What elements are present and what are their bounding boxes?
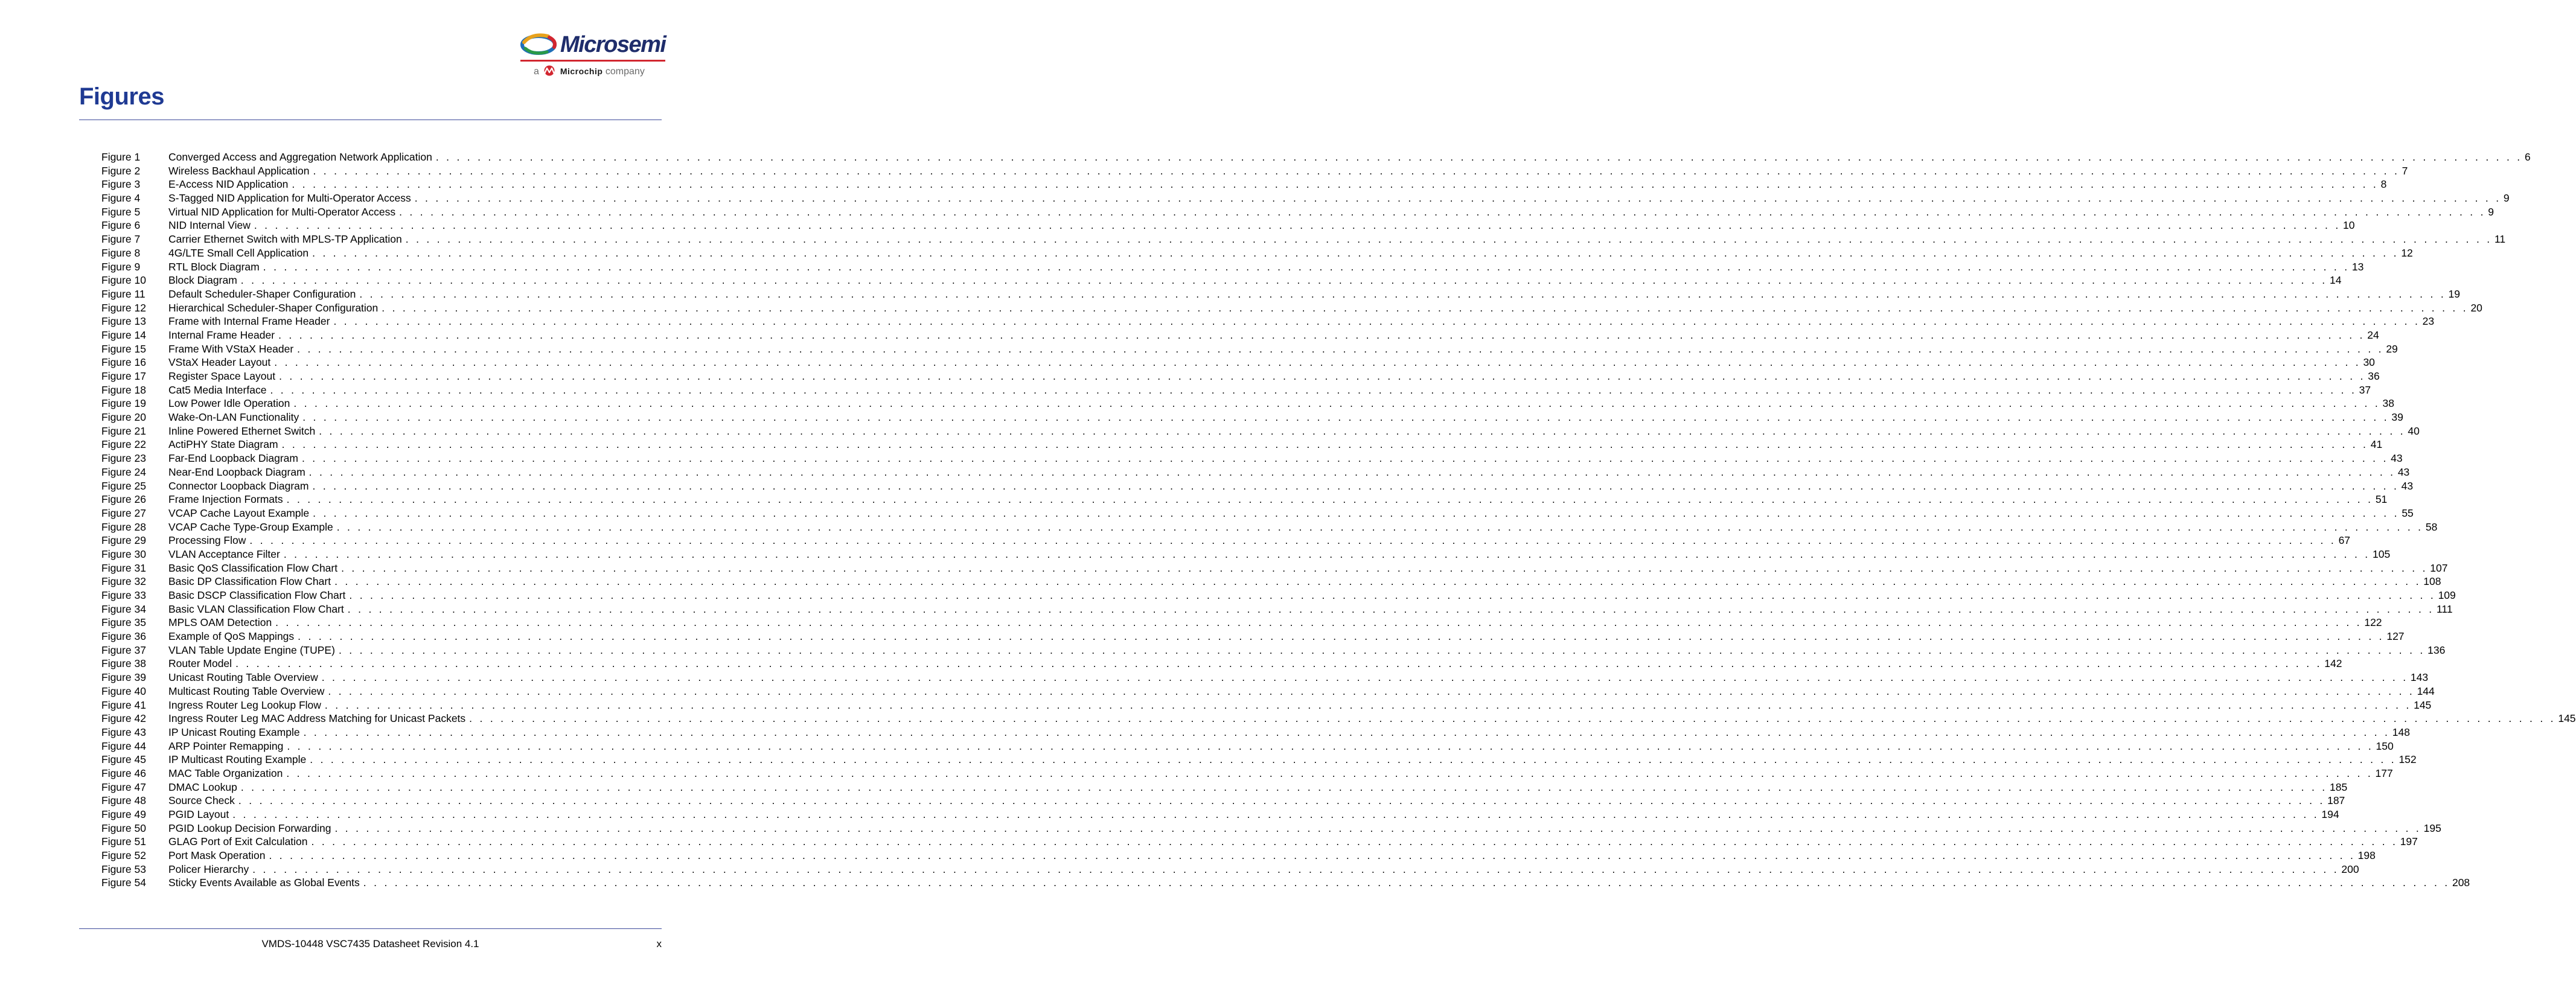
figure-title[interactable]: MAC Table Organization <box>168 767 283 779</box>
figure-title[interactable]: Virtual NID Application for Multi-Operator Access <box>168 205 396 218</box>
figure-entry[interactable] <box>101 205 2494 219</box>
dot-leader: . . . . . . . . . . . . . . . . . . . . . . . . . . . . . . . . . . . . . . . . . . . . . . . . . . . . . . . . . . . . . . . . . . . . . . . . . . . . . . . . . . . . . . . . . . . . . . . . . . . . . . . . . . . . . . . . . . . . . . . . . . . . . . . . . . . . . . . . . . . . . . . . . . . . . . . . . . . . . . . . . . . . . . . . . . . . . . . . . . . . . . . . . . . . . . . . . . . . . . . . <box>321 671 2408 684</box>
figure-number: Figure 43 <box>101 726 146 738</box>
figure-title[interactable]: E-Access NID Application <box>168 178 289 191</box>
figure-number: Figure 26 <box>101 493 146 506</box>
figure-number: Figure 21 <box>101 424 146 437</box>
tagline-company: Microchip <box>560 66 603 76</box>
figure-number: Figure 23 <box>101 452 146 465</box>
figure-page-number[interactable]: 145 <box>2558 712 2576 725</box>
figure-number: Figure 32 <box>101 575 146 588</box>
figure-title[interactable]: RTL Block Diagram <box>168 260 260 273</box>
figure-title[interactable]: Cat5 Media Interface <box>168 383 267 396</box>
figure-page-number[interactable]: 111 <box>2436 602 2453 615</box>
dot-leader: . . . . . . . . . . . . . . . . . . . . . . . . . . . . . . . . . . . . . . . . . . . . . . . . . . . . . . . . . . . . . . . . . . . . . . . . . . . . . . . . . . . . . . . . . . . . . . . . . . . . . . . . . . . . . . . . . . . . . . . . . . . . . . . . . . . . . . . . . . . . . . . . . . . . . . . . . . . . . . . . . . . . . . . . . . . . . . . . . . . . . . . . . . . . . . . . . . . . . . . . <box>347 602 2434 615</box>
figure-entry[interactable] <box>101 438 2383 452</box>
figure-entry[interactable] <box>101 301 2482 315</box>
figure-number: Figure 38 <box>101 657 146 670</box>
figure-entry[interactable] <box>101 493 2388 506</box>
figure-title[interactable]: Basic VLAN Classification Flow Chart <box>168 602 344 615</box>
figure-page-number[interactable]: 144 <box>2417 685 2435 697</box>
figure-entry[interactable] <box>101 397 2395 410</box>
figure-page-number[interactable]: 38 <box>2382 397 2395 410</box>
figure-entry[interactable] <box>101 273 2342 287</box>
figure-page-number[interactable]: 194 <box>2321 808 2339 820</box>
figure-entry[interactable] <box>101 698 2432 712</box>
figure-number: Figure 47 <box>101 781 146 793</box>
figure-page-number[interactable]: 36 <box>2368 370 2380 382</box>
figure-number: Figure 17 <box>101 370 146 382</box>
figure-page-number[interactable]: 30 <box>2363 356 2375 369</box>
figure-number: Figure 3 <box>101 178 141 191</box>
figure-title[interactable]: Wake-On-LAN Functionality <box>168 411 299 424</box>
figure-page-number[interactable]: 51 <box>2375 493 2388 506</box>
figure-entry[interactable] <box>101 356 2375 369</box>
figure-number: Figure 14 <box>101 328 146 341</box>
figure-title[interactable]: Basic DSCP Classification Flow Chart <box>168 589 346 601</box>
figure-number: Figure 22 <box>101 438 146 451</box>
dot-leader: . . . . . . . . . . . . . . . . . . . . . . . . . . . . . . . . . . . . . . . . . . . . . . . . . . . . . . . . . . . . . . . . . . . . . . . . . . . . . . . . . . . . . . . . . . . . . . . . . . . . . . . . . . . . . . . . . . . . . . . . . . . . . . . . . . . . . . . . . . . . . . . . . . . . . . . . . . . . . . . . . . . . . . . . . . . . . . . . . . . . . . . . . . . . . . . . . . . . . . . . <box>254 219 2341 232</box>
figure-entry[interactable] <box>101 726 2410 739</box>
figure-title[interactable]: Multicast Routing Table Overview <box>168 685 325 697</box>
figure-number: Figure 12 <box>101 301 146 314</box>
figure-page-number[interactable]: 152 <box>2399 753 2417 766</box>
figure-number: Figure 9 <box>101 260 141 273</box>
dot-leader: . . . . . . . . . . . . . . . . . . . . . . . . . . . . . . . . . . . . . . . . . . . . . . . . . . . . . . . . . . . . . . . . . . . . . . . . . . . . . . . . . . . . . . . . . . . . . . . . . . . . . . . . . . . . . . . . . . . . . . . . . . . . . . . . . . . . . . . . . . . . . . . . . . . . . . . . . . . . . . . . . . . . . . . . . . . . . . . . . . . . . . . . . . . . . . . . . . . . . . . . <box>341 561 2428 574</box>
figure-page-number[interactable]: 43 <box>2397 465 2410 478</box>
dot-leader: . . . . . . . . . . . . . . . . . . . . . . . . . . . . . . . . . . . . . . . . . . . . . . . . . . . . . . . . . . . . . . . . . . . . . . . . . . . . . . . . . . . . . . . . . . . . . . . . . . . . . . . . . . . . . . . . . . . . . . . . . . . . . . . . . . . . . . . . . . . . . . . . . . . . . . . . . . . . . . . . . . . . . . . . . . . . . . . . . . . . . . . . . . . . . . . . . . . . . . . . <box>405 233 2492 246</box>
dot-leader: . . . . . . . . . . . . . . . . . . . . . . . . . . . . . . . . . . . . . . . . . . . . . . . . . . . . . . . . . . . . . . . . . . . . . . . . . . . . . . . . . . . . . . . . . . . . . . . . . . . . . . . . . . . . . . . . . . . . . . . . . . . . . . . . . . . . . . . . . . . . . . . . . . . . . . . . . . . . . . . . . . . . . . . . . . . . . . . . . . . . . . . . . . . . . . . . . . . . . . . . <box>286 767 2373 779</box>
figure-page-number[interactable]: 9 <box>2488 205 2494 218</box>
figure-page-number[interactable]: 198 <box>2357 849 2376 862</box>
figure-title[interactable]: Source Check <box>168 794 235 807</box>
figure-title[interactable]: Port Mask Operation <box>168 849 266 862</box>
figure-entry[interactable] <box>101 739 2394 753</box>
figure-entry[interactable] <box>101 589 2456 602</box>
figure-number: Figure 19 <box>101 397 146 410</box>
dot-leader: . . . . . . . . . . . . . . . . . . . . . . . . . . . . . . . . . . . . . . . . . . . . . . . . . . . . . . . . . . . . . . . . . . . . . . . . . . . . . . . . . . . . . . . . . . . . . . . . . . . . . . . . . . . . . . . . . . . . . . . . . . . . . . . . . . . . . . . . . . . . . . . . . . . . . . . . . . . . . . . . . . . . . . . . . . . . . . . . . . . . . . . . . . . . . . . . . . . . . . . . <box>336 520 2423 533</box>
dot-leader: . . . . . . . . . . . . . . . . . . . . . . . . . . . . . . . . . . . . . . . . . . . . . . . . . . . . . . . . . . . . . . . . . . . . . . . . . . . . . . . . . . . . . . . . . . . . . . . . . . . . . . . . . . . . . . . . . . . . . . . . . . . . . . . . . . . . . . . . . . . . . . . . . . . . . . . . . . . . . . . . . . . . . . . . . . . . . . . . . . . . . . . . . . . . . . . . . . . . . . . . <box>324 698 2412 711</box>
figure-number: Figure 24 <box>101 465 146 478</box>
figure-page-number[interactable]: 7 <box>2402 164 2408 177</box>
figure-number: Figure 2 <box>101 164 141 177</box>
figure-page-number[interactable]: 43 <box>2391 452 2403 465</box>
figure-entry[interactable] <box>101 342 2398 356</box>
dot-leader: . . . . . . . . . . . . . . . . . . . . . . . . . . . . . . . . . . . . . . . . . . . . . . . . . . . . . . . . . . . . . . . . . . . . . . . . . . . . . . . . . . . . . . . . . . . . . . . . . . . . . . . . . . . . . . . . . . . . . . . . . . . . . . . . . . . . . . . . . . . . . . . . . . . . . . . . . . . . . . . . . . . . . . . . . . . . . . . . . . . . . . . . . . . . . . . . . . . . . . . . <box>281 438 2368 451</box>
figure-page-number[interactable]: 145 <box>2414 698 2432 711</box>
dot-leader: . . . . . . . . . . . . . . . . . . . . . . . . . . . . . . . . . . . . . . . . . . . . . . . . . . . . . . . . . . . . . . . . . . . . . . . . . . . . . . . . . . . . . . . . . . . . . . . . . . . . . . . . . . . . . . . . . . . . . . . . . . . . . . . . . . . . . . . . . . . . . . . . . . . . . . . . . . . . . . . . . . . . . . . . . . . . . . . . . . . . . . . . . . . . . . . . . . . . . . . . <box>312 479 2399 492</box>
figure-entry[interactable] <box>101 164 2408 178</box>
figure-number: Figure 7 <box>101 233 141 246</box>
figure-number: Figure 46 <box>101 767 146 779</box>
figure-title[interactable]: Policer Hierarchy <box>168 863 249 875</box>
figure-title[interactable]: VCAP Cache Layout Example <box>168 506 310 519</box>
figure-page-number[interactable]: 10 <box>2343 219 2355 232</box>
figure-entry[interactable] <box>101 219 2355 232</box>
dot-leader: . . . . . . . . . . . . . . . . . . . . . . . . . . . . . . . . . . . . . . . . . . . . . . . . . . . . . . . . . . . . . . . . . . . . . . . . . . . . . . . . . . . . . . . . . . . . . . . . . . . . . . . . . . . . . . . . . . . . . . . . . . . . . . . . . . . . . . . . . . . . . . . . . . . . . . . . . . . . . . . . . . . . . . . . . . . . . . . . . . . . . . . . . . . . . . . . . . . . . . . . <box>302 411 2389 424</box>
figure-entry[interactable] <box>101 835 2418 849</box>
figure-entry[interactable] <box>101 232 2506 246</box>
figure-entry[interactable] <box>101 547 2391 561</box>
figure-number: Figure 20 <box>101 411 146 424</box>
figure-number: Figure 40 <box>101 685 146 697</box>
figure-number: Figure 41 <box>101 698 146 711</box>
dot-leader: . . . . . . . . . . . . . . . . . . . . . . . . . . . . . . . . . . . . . . . . . . . . . . . . . . . . . . . . . . . . . . . . . . . . . . . . . . . . . . . . . . . . . . . . . . . . . . . . . . . . . . . . . . . . . . . . . . . . . . . . . . . . . . . . . . . . . . . . . . . . . . . . . . . . . . . . . . . . . . . . . . . . . . . . . . . . . . . . . . . . . . . . . . . . . . . . . . . . . . . . <box>263 260 2350 273</box>
tagline-prefix: a <box>534 66 539 77</box>
figure-entry[interactable] <box>101 616 2382 630</box>
footer-page-number: x <box>656 938 662 950</box>
figure-entry[interactable] <box>101 794 2345 808</box>
figure-title[interactable]: ActiPHY State Diagram <box>168 438 278 451</box>
microchip-logo-icon <box>543 65 556 76</box>
figure-title[interactable]: NID Internal View <box>168 219 251 232</box>
dot-leader: . . . . . . . . . . . . . . . . . . . . . . . . . . . . . . . . . . . . . . . . . . . . . . . . . . . . . . . . . . . . . . . . . . . . . . . . . . . . . . . . . . . . . . . . . . . . . . . . . . . . . . . . . . . . . . . . . . . . . . . . . . . . . . . . . . . . . . . . . . . . . . . . . . . . . . . . . . . . . . . . . . . . . . . . . . . . . . . . . . . . . . . . . . . . . . . . . . . . . . . . <box>313 506 2400 519</box>
figure-page-number[interactable]: 142 <box>2324 657 2342 670</box>
dot-leader: . . . . . . . . . . . . . . . . . . . . . . . . . . . . . . . . . . . . . . . . . . . . . . . . . . . . . . . . . . . . . . . . . . . . . . . . . . . . . . . . . . . . . . . . . . . . . . . . . . . . . . . . . . . . . . . . . . . . . . . . . . . . . . . . . . . . . . . . . . . . . . . . . . . . . . . . . . . . . . . . . . . . . . . . . . . . . . . . . . . . . . . . . . . . . . . . . . . . . . . . <box>311 835 2398 848</box>
figure-entry[interactable] <box>101 506 2414 520</box>
figure-entry[interactable] <box>101 602 2453 616</box>
dot-leader: . . . . . . . . . . . . . . . . . . . . . . . . . . . . . . . . . . . . . . . . . . . . . . . . . . . . . . . . . . . . . . . . . . . . . . . . . . . . . . . . . . . . . . . . . . . . . . . . . . . . . . . . . . . . . . . . . . . . . . . . . . . . . . . . . . . . . . . . . . . . . . . . . . . . . . . . . . . . . . . . . . . . . . . . . . . . . . . . . . . . . . . . . . . . . . . . . . . . . . . . <box>334 575 2421 588</box>
dot-leader: . . . . . . . . . . . . . . . . . . . . . . . . . . . . . . . . . . . . . . . . . . . . . . . . . . . . . . . . . . . . . . . . . . . . . . . . . . . . . . . . . . . . . . . . . . . . . . . . . . . . . . . . . . . . . . . . . . . . . . . . . . . . . . . . . . . . . . . . . . . . . . . . . . . . . . . . . . . . . . . . . . . . . . . . . . . . . . . . . . . . . . . . . . . . . . . . . . . . . . . . <box>232 808 2319 820</box>
figure-page-number[interactable]: 55 <box>2402 506 2414 519</box>
figure-title[interactable]: Carrier Ethernet Switch with MPLS-TP Application <box>168 233 402 246</box>
figure-title[interactable]: DMAC Lookup <box>168 781 237 793</box>
figure-page-number[interactable]: 136 <box>2427 643 2446 656</box>
figure-page-number[interactable]: 43 <box>2401 479 2414 492</box>
page-title: Figures <box>79 83 164 110</box>
figure-title[interactable]: Ingress Router Leg Lookup Flow <box>168 698 321 711</box>
figure-number: Figure 8 <box>101 246 141 259</box>
figure-title[interactable]: Basic DP Classification Flow Chart <box>168 575 331 588</box>
dot-leader: . . . . . . . . . . . . . . . . . . . . . . . . . . . . . . . . . . . . . . . . . . . . . . . . . . . . . . . . . . . . . . . . . . . . . . . . . . . . . . . . . . . . . . . . . . . . . . . . . . . . . . . . . . . . . . . . . . . . . . . . . . . . . . . . . . . . . . . . . . . . . . . . . . . . . . . . . . . . . . . . . . . . . . . . . . . . . . . . . . . . . . . . . . . . . . . . . . . . . . . . <box>319 424 2406 437</box>
figure-title[interactable]: VCAP Cache Type-Group Example <box>168 520 333 533</box>
figure-number: Figure 37 <box>101 643 146 656</box>
logo-divider <box>520 60 665 62</box>
dot-leader: . . . . . . . . . . . . . . . . . . . . . . . . . . . . . . . . . . . . . . . . . . . . . . . . . . . . . . . . . . . . . . . . . . . . . . . . . . . . . . . . . . . . . . . . . . . . . . . . . . . . . . . . . . . . . . . . . . . . . . . . . . . . . . . . . . . . . . . . . . . . . . . . . . . . . . . . . . . . . . . . . . . . . . . . . . . . . . . . . . . . . . . . . . . . . . . . . . . . . . . . <box>293 397 2380 410</box>
brand-name: Microsemi <box>560 32 666 57</box>
footer-divider <box>79 928 662 929</box>
microsemi-swirl-icon <box>520 33 559 57</box>
figure-number: Figure 31 <box>101 561 146 574</box>
dot-leader: . . . . . . . . . . . . . . . . . . . . . . . . . . . . . . . . . . . . . . . . . . . . . . . . . . . . . . . . . . . . . . . . . . . . . . . . . . . . . . . . . . . . . . . . . . . . . . . . . . . . . . . . . . . . . . . . . . . . . . . . . . . . . . . . . . . . . . . . . . . . . . . . . . . . . . . . . . . . . . . . . . . . . . . . . . . . . . . . . . . . . . . . . . . . . . . . . . . . . . . . <box>313 164 2400 177</box>
figure-entry[interactable] <box>101 561 2448 575</box>
figure-page-number[interactable]: 40 <box>2408 424 2420 437</box>
dot-leader: . . . . . . . . . . . . . . . . . . . . . . . . . . . . . . . . . . . . . . . . . . . . . . . . . . . . . . . . . . . . . . . . . . . . . . . . . . . . . . . . . . . . . . . . . . . . . . . . . . . . . . . . . . . . . . . . . . . . . . . . . . . . . . . . . . . . . . . . . . . . . . . . . . . . . . . . . . . . . . . . . . . . . . . . . . . . . . . . . . . . . . . . . . . . . . . . . . . . . . . . <box>283 547 2370 560</box>
dot-leader: . . . . . . . . . . . . . . . . . . . . . . . . . . . . . . . . . . . . . . . . . . . . . . . . . . . . . . . . . . . . . . . . . . . . . . . . . . . . . . . . . . . . . . . . . . . . . . . . . . . . . . . . . . . . . . . . . . . . . . . . . . . . . . . . . . . . . . . . . . . . . . . . . . . . . . . . . . . . . . . . . . . . . . . . . . . . . . . . . . . . . . . . . . . . . . . . . . . . . . . . <box>334 822 2421 834</box>
figure-number: Figure 25 <box>101 479 146 492</box>
figure-entry[interactable] <box>101 685 2435 698</box>
figure-page-number[interactable]: 67 <box>2338 534 2351 547</box>
figure-title[interactable]: Connector Loopback Diagram <box>168 479 309 492</box>
figure-entry[interactable] <box>101 287 2460 301</box>
figure-page-number[interactable]: 9 <box>2503 192 2510 205</box>
figure-number: Figure 42 <box>101 712 146 725</box>
figure-page-number[interactable]: 109 <box>2438 589 2456 601</box>
dot-leader: . . . . . . . . . . . . . . . . . . . . . . . . . . . . . . . . . . . . . . . . . . . . . . . . . . . . . . . . . . . . . . . . . . . . . . . . . . . . . . . . . . . . . . . . . . . . . . . . . . . . . . . . . . . . . . . . . . . . . . . . . . . . . . . . . . . . . . . . . . . . . . . . . . . . . . . . . . . . . . . . . . . . . . . . . . . . . . . . . . . . . . . . . . . . . . . . . . . . . . . . <box>414 192 2501 205</box>
dot-leader: . . . . . . . . . . . . . . . . . . . . . . . . . . . . . . . . . . . . . . . . . . . . . . . . . . . . . . . . . . . . . . . . . . . . . . . . . . . . . . . . . . . . . . . . . . . . . . . . . . . . . . . . . . . . . . . . . . . . . . . . . . . . . . . . . . . . . . . . . . . . . . . . . . . . . . . . . . . . . . . . . . . . . . . . . . . . . . . . . . . . . . . . . . . . . . . . . . . . . . . . <box>303 726 2390 738</box>
figure-number: Figure 54 <box>101 876 146 889</box>
figure-title[interactable]: IP Multicast Routing Example <box>168 753 307 766</box>
figure-title[interactable]: Frame with Internal Frame Header <box>168 315 330 328</box>
figure-page-number[interactable]: 177 <box>2375 767 2393 779</box>
figure-title[interactable]: VStaX Header Layout <box>168 356 271 369</box>
figure-entry[interactable] <box>101 643 2446 657</box>
figure-entry[interactable] <box>101 863 2359 876</box>
figure-entry[interactable] <box>101 767 2393 781</box>
dot-leader: . . . . . . . . . . . . . . . . . . . . . . . . . . . . . . . . . . . . . . . . . . . . . . . . . . . . . . . . . . . . . . . . . . . . . . . . . . . . . . . . . . . . . . . . . . . . . . . . . . . . . . . . . . . . . . . . . . . . . . . . . . . . . . . . . . . . . . . . . . . . . . . . . . . . . . . . . . . . . . . . . . . . . . . . . . . . . . . . . . . . . . . . . . . . . . . . . . . . . . . . <box>333 315 2420 328</box>
figure-page-number[interactable]: 105 <box>2372 547 2391 560</box>
dot-leader: . . . . . . . . . . . . . . . . . . . . . . . . . . . . . . . . . . . . . . . . . . . . . . . . . . . . . . . . . . . . . . . . . . . . . . . . . . . . . . . . . . . . . . . . . . . . . . . . . . . . . . . . . . . . . . . . . . . . . . . . . . . . . . . . . . . . . . . . . . . . . . . . . . . . . . . . . . . . . . . . . . . . . . . . . . . . . . . . . . . . . . . . . . . . . . . . . . . . . . . . <box>240 274 2327 287</box>
figure-entry[interactable] <box>101 150 2531 164</box>
figure-title[interactable]: VLAN Acceptance Filter <box>168 547 280 560</box>
dot-leader: . . . . . . . . . . . . . . . . . . . . . . . . . . . . . . . . . . . . . . . . . . . . . . . . . . . . . . . . . . . . . . . . . . . . . . . . . . . . . . . . . . . . . . . . . . . . . . . . . . . . . . . . . . . . . . . . . . . . . . . . . . . . . . . . . . . . . . . . . . . . . . . . . . . . . . . . . . . . . . . . . . . . . . . . . . . . . . . . . . . . . . . . . . . . . . . . . . . . . . . . <box>279 370 2366 382</box>
figure-title[interactable]: Converged Access and Aggregation Network Application <box>168 151 432 163</box>
figure-page-number[interactable]: 150 <box>2376 739 2394 752</box>
figure-page-number[interactable]: 13 <box>2351 260 2364 273</box>
figure-title[interactable]: Inline Powered Ethernet Switch <box>168 424 316 437</box>
figure-entry[interactable] <box>101 246 2413 260</box>
figure-page-number[interactable]: 39 <box>2391 411 2403 424</box>
figure-page-number[interactable]: 37 <box>2359 383 2371 396</box>
figures-list <box>101 150 2576 890</box>
figure-number: Figure 4 <box>101 192 141 205</box>
figure-number: Figure 35 <box>101 616 146 629</box>
figure-title[interactable]: Far-End Loopback Diagram <box>168 452 298 465</box>
figure-entry[interactable] <box>101 534 2351 547</box>
dot-leader: . . . . . . . . . . . . . . . . . . . . . . . . . . . . . . . . . . . . . . . . . . . . . . . . . . . . . . . . . . . . . . . . . . . . . . . . . . . . . . . . . . . . . . . . . . . . . . . . . . . . . . . . . . . . . . . . . . . . . . . . . . . . . . . . . . . . . . . . . . . . . . . . . . . . . . . . . . . . . . . . . . . . . . . . . . . . . . . . . . . . . . . . . . . . . . . . . . . . . . . . <box>363 876 2450 889</box>
figure-entry[interactable] <box>101 452 2403 465</box>
figure-entry[interactable] <box>101 671 2429 685</box>
dot-leader: . . . . . . . . . . . . . . . . . . . . . . . . . . . . . . . . . . . . . . . . . . . . . . . . . . . . . . . . . . . . . . . . . . . . . . . . . . . . . . . . . . . . . . . . . . . . . . . . . . . . . . . . . . . . . . . . . . . . . . . . . . . . . . . . . . . . . . . . . . . . . . . . . . . . . . . . . . . . . . . . . . . . . . . . . . . . . . . . . . . . . . . . . . . . . . . . . . . . . . . . <box>301 452 2389 465</box>
figure-entry[interactable] <box>101 575 2441 589</box>
figure-number: Figure 27 <box>101 506 146 519</box>
dot-leader: . . . . . . . . . . . . . . . . . . . . . . . . . . . . . . . . . . . . . . . . . . . . . . . . . . . . . . . . . . . . . . . . . . . . . . . . . . . . . . . . . . . . . . . . . . . . . . . . . . . . . . . . . . . . . . . . . . . . . . . . . . . . . . . . . . . . . . . . . . . . . . . . . . . . . . . . . . . . . . . . . . . . . . . . . . . . . . . . . . . . . . . . . . . . . . . . . . . . . . . . <box>312 246 2399 259</box>
figure-title[interactable]: Frame Injection Formats <box>168 493 283 506</box>
figure-page-number[interactable]: 11 <box>2494 233 2506 246</box>
figure-title[interactable]: Example of QoS Mappings <box>168 630 295 643</box>
figure-page-number[interactable]: 29 <box>2386 342 2398 355</box>
figure-page-number[interactable]: 58 <box>2425 520 2438 533</box>
figure-entry[interactable] <box>101 712 2576 726</box>
figure-title[interactable]: Near-End Loopback Diagram <box>168 465 305 478</box>
dot-leader: . . . . . . . . . . . . . . . . . . . . . . . . . . . . . . . . . . . . . . . . . . . . . . . . . . . . . . . . . . . . . . . . . . . . . . . . . . . . . . . . . . . . . . . . . . . . . . . . . . . . . . . . . . . . . . . . . . . . . . . . . . . . . . . . . . . . . . . . . . . . . . . . . . . . . . . . . . . . . . . . . . . . . . . . . . . . . . . . . . . . . . . . . . . . . . . . . . . . . . . . <box>275 616 2362 629</box>
figure-title[interactable]: GLAG Port of Exit Calculation <box>168 835 308 848</box>
figure-title[interactable]: Router Model <box>168 657 232 670</box>
figure-title[interactable]: IP Unicast Routing Example <box>168 726 300 738</box>
figure-page-number[interactable]: 127 <box>2386 630 2405 643</box>
dot-leader: . . . . . . . . . . . . . . . . . . . . . . . . . . . . . . . . . . . . . . . . . . . . . . . . . . . . . . . . . . . . . . . . . . . . . . . . . . . . . . . . . . . . . . . . . . . . . . . . . . . . . . . . . . . . . . . . . . . . . . . . . . . . . . . . . . . . . . . . . . . . . . . . . . . . . . . . . . . . . . . . . . . . . . . . . . . . . . . . . . . . . . . . . . . . . . . . . . . . . . . . <box>308 465 2395 478</box>
figure-page-number[interactable]: 143 <box>2410 671 2429 684</box>
figure-title[interactable]: Unicast Routing Table Overview <box>168 671 318 684</box>
figure-entry[interactable] <box>101 424 2420 438</box>
figure-number: Figure 1 <box>101 151 141 163</box>
figure-number: Figure 13 <box>101 315 146 328</box>
figure-entry[interactable] <box>101 753 2417 767</box>
figure-number: Figure 29 <box>101 534 146 547</box>
figure-number: Figure 36 <box>101 630 146 643</box>
figure-number: Figure 10 <box>101 274 146 287</box>
figure-page-number[interactable]: 6 <box>2524 151 2531 163</box>
dot-leader: . . . . . . . . . . . . . . . . . . . . . . . . . . . . . . . . . . . . . . . . . . . . . . . . . . . . . . . . . . . . . . . . . . . . . . . . . . . . . . . . . . . . . . . . . . . . . . . . . . . . . . . . . . . . . . . . . . . . . . . . . . . . . . . . . . . . . . . . . . . . . . . . . . . . . . . . . . . . . . . . . . . . . . . . . . . . . . . . . . . . . . . . . . . . . . . . . . . . . . . . <box>382 301 2469 314</box>
figure-page-number[interactable]: 108 <box>2423 575 2441 588</box>
figure-number: Figure 45 <box>101 753 146 766</box>
figure-entry[interactable] <box>101 630 2405 643</box>
figure-title[interactable]: Default Scheduler-Shaper Configuration <box>168 287 356 300</box>
figure-number: Figure 18 <box>101 383 146 396</box>
dot-leader: . . . . . . . . . . . . . . . . . . . . . . . . . . . . . . . . . . . . . . . . . . . . . . . . . . . . . . . . . . . . . . . . . . . . . . . . . . . . . . . . . . . . . . . . . . . . . . . . . . . . . . . . . . . . . . . . . . . . . . . . . . . . . . . . . . . . . . . . . . . . . . . . . . . . . . . . . . . . . . . . . . . . . . . . . . . . . . . . . . . . . . . . . . . . . . . . . . . . . . . . <box>240 781 2327 793</box>
figure-page-number[interactable]: 185 <box>2329 781 2348 793</box>
figure-title[interactable]: Sticky Events Available as Global Events <box>168 876 360 889</box>
figure-number: Figure 48 <box>101 794 146 807</box>
figure-number: Figure 6 <box>101 219 141 232</box>
figure-page-number[interactable]: 148 <box>2392 726 2410 738</box>
dot-leader: . . . . . . . . . . . . . . . . . . . . . . . . . . . . . . . . . . . . . . . . . . . . . . . . . . . . . . . . . . . . . . . . . . . . . . . . . . . . . . . . . . . . . . . . . . . . . . . . . . . . . . . . . . . . . . . . . . . . . . . . . . . . . . . . . . . . . . . . . . . . . . . . . . . . . . . . . . . . . . . . . . . . . . . . . . . . . . . . . . . . . . . . . . . . . . . . . . . . . . . . <box>270 383 2357 396</box>
figure-page-number[interactable]: 41 <box>2370 438 2383 451</box>
figure-number: Figure 33 <box>101 589 146 601</box>
figure-page-number[interactable]: 195 <box>2423 822 2441 834</box>
dot-leader: . . . . . . . . . . . . . . . . . . . . . . . . . . . . . . . . . . . . . . . . . . . . . . . . . . . . . . . . . . . . . . . . . . . . . . . . . . . . . . . . . . . . . . . . . . . . . . . . . . . . . . . . . . . . . . . . . . . . . . . . . . . . . . . . . . . . . . . . . . . . . . . . . . . . . . . . . . . . . . . . . . . . . . . . . . . . . . . . . . . . . . . . . . . . . . . . . . . . . . . . <box>298 630 2385 643</box>
figure-number: Figure 16 <box>101 356 146 369</box>
figure-number: Figure 11 <box>101 287 145 300</box>
company-logo <box>520 31 665 80</box>
figure-number: Figure 50 <box>101 822 146 834</box>
figure-title[interactable]: Ingress Router Leg MAC Address Matching for Unicast Packets <box>168 712 466 725</box>
dot-leader: . . . . . . . . . . . . . . . . . . . . . . . . . . . . . . . . . . . . . . . . . . . . . . . . . . . . . . . . . . . . . . . . . . . . . . . . . . . . . . . . . . . . . . . . . . . . . . . . . . . . . . . . . . . . . . . . . . . . . . . . . . . . . . . . . . . . . . . . . . . . . . . . . . . . . . . . . . . . . . . . . . . . . . . . . . . . . . . . . . . . . . . . . . . . . . . . . . . . . . . . <box>292 178 2379 191</box>
figure-title[interactable]: S-Tagged NID Application for Multi-Operator Access <box>168 192 411 205</box>
logo-tagline <box>534 65 645 78</box>
figure-entry[interactable] <box>101 191 2510 205</box>
figure-entry[interactable] <box>101 410 2403 424</box>
figure-entry[interactable] <box>101 328 2379 342</box>
figure-title[interactable]: Block Diagram <box>168 274 237 287</box>
dot-leader: . . . . . . . . . . . . . . . . . . . . . . . . . . . . . . . . . . . . . . . . . . . . . . . . . . . . . . . . . . . . . . . . . . . . . . . . . . . . . . . . . . . . . . . . . . . . . . . . . . . . . . . . . . . . . . . . . . . . . . . . . . . . . . . . . . . . . . . . . . . . . . . . . . . . . . . . . . . . . . . . . . . . . . . . . . . . . . . . . . . . . . . . . . . . . . . . . . . . . . . . <box>310 753 2397 766</box>
dot-leader: . . . . . . . . . . . . . . . . . . . . . . . . . . . . . . . . . . . . . . . . . . . . . . . . . . . . . . . . . . . . . . . . . . . . . . . . . . . . . . . . . . . . . . . . . . . . . . . . . . . . . . . . . . . . . . . . . . . . . . . . . . . . . . . . . . . . . . . . . . . . . . . . . . . . . . . . . . . . . . . . . . . . . . . . . . . . . . . . . . . . . . . . . . . . . . . . . . . . . . . . <box>286 493 2373 506</box>
dot-leader: . . . . . . . . . . . . . . . . . . . . . . . . . . . . . . . . . . . . . . . . . . . . . . . . . . . . . . . . . . . . . . . . . . . . . . . . . . . . . . . . . . . . . . . . . . . . . . . . . . . . . . . . . . . . . . . . . . . . . . . . . . . . . . . . . . . . . . . . . . . . . . . . . . . . . . . . . . . . . . . . . . . . . . . . . . . . . . . . . . . . . . . . . . . . . . . . . . . . . . . . <box>469 712 2556 725</box>
figure-entry[interactable] <box>101 260 2364 274</box>
figure-title[interactable]: PGID Lookup Decision Forwarding <box>168 822 331 834</box>
figure-title[interactable]: Processing Flow <box>168 534 246 547</box>
figure-title[interactable]: ARP Pointer Remapping <box>168 739 284 752</box>
figure-page-number[interactable]: 107 <box>2430 561 2448 574</box>
figure-page-number[interactable]: 187 <box>2327 794 2345 807</box>
figure-entry[interactable] <box>101 520 2438 534</box>
dot-leader: . . . . . . . . . . . . . . . . . . . . . . . . . . . . . . . . . . . . . . . . . . . . . . . . . . . . . . . . . . . . . . . . . . . . . . . . . . . . . . . . . . . . . . . . . . . . . . . . . . . . . . . . . . . . . . . . . . . . . . . . . . . . . . . . . . . . . . . . . . . . . . . . . . . . . . . . . . . . . . . . . . . . . . . . . . . . . . . . . . . . . . . . . . . . . . . . . . . . . . . . <box>269 849 2356 862</box>
figure-title[interactable]: 4G/LTE Small Cell Application <box>168 246 309 259</box>
tagline-suffix: company <box>605 66 645 77</box>
figure-page-number[interactable]: 20 <box>2470 301 2482 314</box>
figure-title[interactable]: VLAN Table Update Engine (TUPE) <box>168 643 335 656</box>
figure-number: Figure 15 <box>101 342 146 355</box>
figure-title[interactable]: Register Space Layout <box>168 370 276 382</box>
figure-page-number[interactable]: 8 <box>2380 178 2387 191</box>
dot-leader: . . . . . . . . . . . . . . . . . . . . . . . . . . . . . . . . . . . . . . . . . . . . . . . . . . . . . . . . . . . . . . . . . . . . . . . . . . . . . . . . . . . . . . . . . . . . . . . . . . . . . . . . . . . . . . . . . . . . . . . . . . . . . . . . . . . . . . . . . . . . . . . . . . . . . . . . . . . . . . . . . . . . . . . . . . . . . . . . . . . . . . . . . . . . . . . . . . . . . . . . <box>252 863 2339 875</box>
figure-page-number[interactable]: 208 <box>2452 876 2470 889</box>
figure-title[interactable]: MPLS OAM Detection <box>168 616 272 629</box>
figure-entry[interactable] <box>101 465 2410 479</box>
figure-number: Figure 52 <box>101 849 146 862</box>
figure-number: Figure 44 <box>101 739 146 752</box>
figure-entry[interactable] <box>101 657 2342 671</box>
figure-number: Figure 34 <box>101 602 146 615</box>
figure-entry[interactable] <box>101 177 2387 191</box>
figure-number: Figure 28 <box>101 520 146 533</box>
dot-leader: . . . . . . . . . . . . . . . . . . . . . . . . . . . . . . . . . . . . . . . . . . . . . . . . . . . . . . . . . . . . . . . . . . . . . . . . . . . . . . . . . . . . . . . . . . . . . . . . . . . . . . . . . . . . . . . . . . . . . . . . . . . . . . . . . . . . . . . . . . . . . . . . . . . . . . . . . . . . . . . . . . . . . . . . . . . . . . . . . . . . . . . . . . . . . . . . . . . . . . . . <box>287 739 2374 752</box>
figure-number: Figure 53 <box>101 863 146 875</box>
figure-page-number[interactable]: 200 <box>2341 863 2359 875</box>
figure-number: Figure 30 <box>101 547 146 560</box>
figure-title[interactable]: Frame With VStaX Header <box>168 342 294 355</box>
figure-page-number[interactable]: 122 <box>2364 616 2382 629</box>
dot-leader: . . . . . . . . . . . . . . . . . . . . . . . . . . . . . . . . . . . . . . . . . . . . . . . . . . . . . . . . . . . . . . . . . . . . . . . . . . . . . . . . . . . . . . . . . . . . . . . . . . . . . . . . . . . . . . . . . . . . . . . . . . . . . . . . . . . . . . . . . . . . . . . . . . . . . . . . . . . . . . . . . . . . . . . . . . . . . . . . . . . . . . . . . . . . . . . . . . . . . . . . <box>435 151 2522 163</box>
figure-entry[interactable] <box>101 369 2380 383</box>
figure-title[interactable]: Wireless Backhaul Application <box>168 164 310 177</box>
dot-leader: . . . . . . . . . . . . . . . . . . . . . . . . . . . . . . . . . . . . . . . . . . . . . . . . . . . . . . . . . . . . . . . . . . . . . . . . . . . . . . . . . . . . . . . . . . . . . . . . . . . . . . . . . . . . . . . . . . . . . . . . . . . . . . . . . . . . . . . . . . . . . . . . . . . . . . . . . . . . . . . . . . . . . . . . . . . . . . . . . . . . . . . . . . . . . . . . . . . . . . . . <box>399 205 2486 218</box>
figure-title[interactable]: Basic QoS Classification Flow Chart <box>168 561 338 574</box>
figure-title[interactable]: Internal Frame Header <box>168 328 275 341</box>
figure-entry[interactable] <box>101 876 2470 890</box>
figure-number: Figure 5 <box>101 205 141 218</box>
figure-title[interactable]: PGID Layout <box>168 808 229 820</box>
figure-title[interactable]: Low Power Idle Operation <box>168 397 290 410</box>
dot-leader: . . . . . . . . . . . . . . . . . . . . . . . . . . . . . . . . . . . . . . . . . . . . . . . . . . . . . . . . . . . . . . . . . . . . . . . . . . . . . . . . . . . . . . . . . . . . . . . . . . . . . . . . . . . . . . . . . . . . . . . . . . . . . . . . . . . . . . . . . . . . . . . . . . . . . . . . . . . . . . . . . . . . . . . . . . . . . . . . . . . . . . . . . . . . . . . . . . . . . . . . <box>297 342 2384 355</box>
footer-doc-id: VMDS-10448 VSC7435 Datasheet Revision 4.1 <box>261 938 479 950</box>
figure-entry[interactable] <box>101 781 2348 794</box>
figure-number: Figure 39 <box>101 671 146 684</box>
figure-page-number[interactable]: 24 <box>2367 328 2379 341</box>
figure-entry[interactable] <box>101 849 2376 863</box>
dot-leader: . . . . . . . . . . . . . . . . . . . . . . . . . . . . . . . . . . . . . . . . . . . . . . . . . . . . . . . . . . . . . . . . . . . . . . . . . . . . . . . . . . . . . . . . . . . . . . . . . . . . . . . . . . . . . . . . . . . . . . . . . . . . . . . . . . . . . . . . . . . . . . . . . . . . . . . . . . . . . . . . . . . . . . . . . . . . . . . . . . . . . . . . . . . . . . . . . . . . . . . . <box>274 356 2361 369</box>
figure-page-number[interactable]: 19 <box>2448 287 2460 300</box>
figure-page-number[interactable]: 14 <box>2329 274 2342 287</box>
figure-entry[interactable] <box>101 808 2339 822</box>
figure-number: Figure 49 <box>101 808 146 820</box>
figure-entry[interactable] <box>101 822 2441 835</box>
figure-title[interactable]: Hierarchical Scheduler-Shaper Configuration <box>168 301 379 314</box>
dot-leader: . . . . . . . . . . . . . . . . . . . . . . . . . . . . . . . . . . . . . . . . . . . . . . . . . . . . . . . . . . . . . . . . . . . . . . . . . . . . . . . . . . . . . . . . . . . . . . . . . . . . . . . . . . . . . . . . . . . . . . . . . . . . . . . . . . . . . . . . . . . . . . . . . . . . . . . . . . . . . . . . . . . . . . . . . . . . . . . . . . . . . . . . . . . . . . . . . . . . . . . . <box>359 287 2446 300</box>
dot-leader: . . . . . . . . . . . . . . . . . . . . . . . . . . . . . . . . . . . . . . . . . . . . . . . . . . . . . . . . . . . . . . . . . . . . . . . . . . . . . . . . . . . . . . . . . . . . . . . . . . . . . . . . . . . . . . . . . . . . . . . . . . . . . . . . . . . . . . . . . . . . . . . . . . . . . . . . . . . . . . . . . . . . . . . . . . . . . . . . . . . . . . . . . . . . . . . . . . . . . . . . <box>338 643 2426 656</box>
figure-entry[interactable] <box>101 314 2435 328</box>
dot-leader: . . . . . . . . . . . . . . . . . . . . . . . . . . . . . . . . . . . . . . . . . . . . . . . . . . . . . . . . . . . . . . . . . . . . . . . . . . . . . . . . . . . . . . . . . . . . . . . . . . . . . . . . . . . . . . . . . . . . . . . . . . . . . . . . . . . . . . . . . . . . . . . . . . . . . . . . . . . . . . . . . . . . . . . . . . . . . . . . . . . . . . . . . . . . . . . . . . . . . . . . <box>235 657 2322 670</box>
figure-page-number[interactable]: 197 <box>2400 835 2418 848</box>
dot-leader: . . . . . . . . . . . . . . . . . . . . . . . . . . . . . . . . . . . . . . . . . . . . . . . . . . . . . . . . . . . . . . . . . . . . . . . . . . . . . . . . . . . . . . . . . . . . . . . . . . . . . . . . . . . . . . . . . . . . . . . . . . . . . . . . . . . . . . . . . . . . . . . . . . . . . . . . . . . . . . . . . . . . . . . . . . . . . . . . . . . . . . . . . . . . . . . . . . . . . . . . <box>249 534 2336 547</box>
figure-entry[interactable] <box>101 383 2371 397</box>
dot-leader: . . . . . . . . . . . . . . . . . . . . . . . . . . . . . . . . . . . . . . . . . . . . . . . . . . . . . . . . . . . . . . . . . . . . . . . . . . . . . . . . . . . . . . . . . . . . . . . . . . . . . . . . . . . . . . . . . . . . . . . . . . . . . . . . . . . . . . . . . . . . . . . . . . . . . . . . . . . . . . . . . . . . . . . . . . . . . . . . . . . . . . . . . . . . . . . . . . . . . . . . <box>328 685 2415 697</box>
dot-leader: . . . . . . . . . . . . . . . . . . . . . . . . . . . . . . . . . . . . . . . . . . . . . . . . . . . . . . . . . . . . . . . . . . . . . . . . . . . . . . . . . . . . . . . . . . . . . . . . . . . . . . . . . . . . . . . . . . . . . . . . . . . . . . . . . . . . . . . . . . . . . . . . . . . . . . . . . . . . . . . . . . . . . . . . . . . . . . . . . . . . . . . . . . . . . . . . . . . . . . . . <box>349 589 2436 601</box>
dot-leader: . . . . . . . . . . . . . . . . . . . . . . . . . . . . . . . . . . . . . . . . . . . . . . . . . . . . . . . . . . . . . . . . . . . . . . . . . . . . . . . . . . . . . . . . . . . . . . . . . . . . . . . . . . . . . . . . . . . . . . . . . . . . . . . . . . . . . . . . . . . . . . . . . . . . . . . . . . . . . . . . . . . . . . . . . . . . . . . . . . . . . . . . . . . . . . . . . . . . . . . . <box>278 328 2365 341</box>
figure-page-number[interactable]: 23 <box>2422 315 2435 328</box>
figure-number: Figure 51 <box>101 835 146 848</box>
figure-page-number[interactable]: 12 <box>2401 246 2413 259</box>
figure-entry[interactable] <box>101 479 2414 493</box>
dot-leader: . . . . . . . . . . . . . . . . . . . . . . . . . . . . . . . . . . . . . . . . . . . . . . . . . . . . . . . . . . . . . . . . . . . . . . . . . . . . . . . . . . . . . . . . . . . . . . . . . . . . . . . . . . . . . . . . . . . . . . . . . . . . . . . . . . . . . . . . . . . . . . . . . . . . . . . . . . . . . . . . . . . . . . . . . . . . . . . . . . . . . . . . . . . . . . . . . . . . . . . . <box>238 794 2325 807</box>
